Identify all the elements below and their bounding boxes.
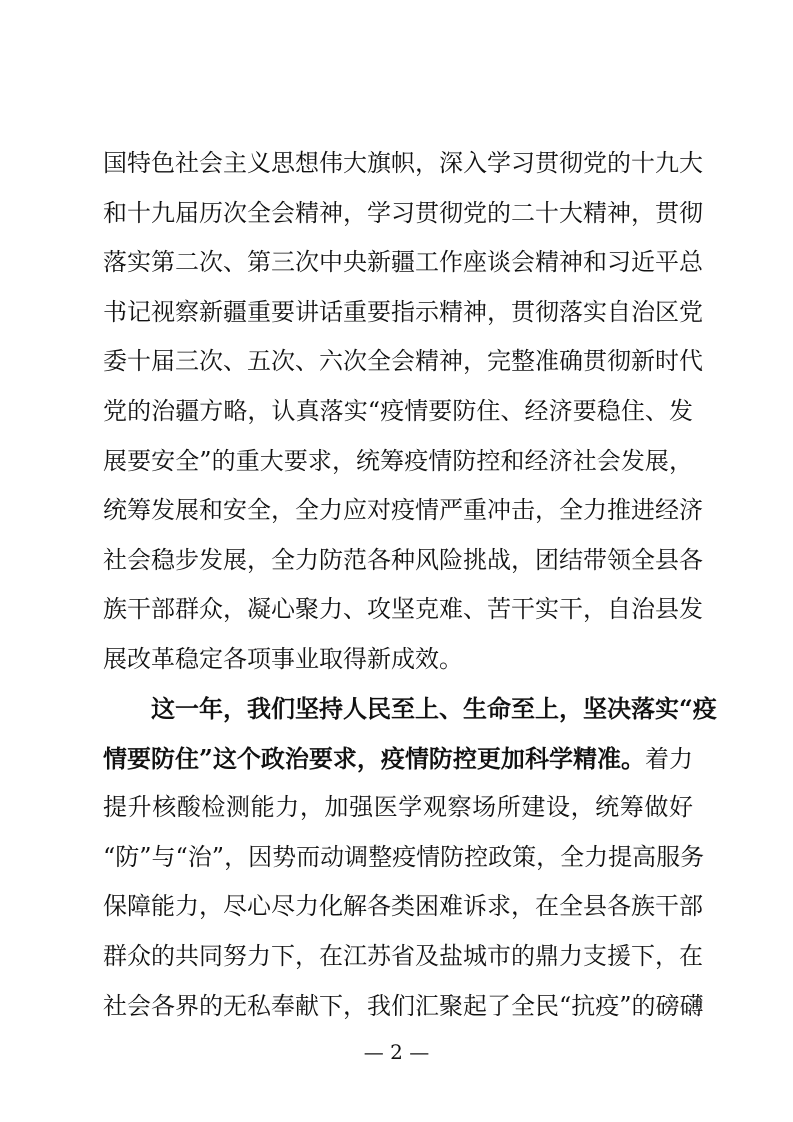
paragraph-line: 统筹发展和安全，全力应对疫情严重冲击，全力推进经济 [103, 496, 703, 525]
paragraph-line: 保障能力，尽心尽力化解各类困难诉求，在全县各族干部 [103, 892, 703, 921]
normal-text: 着力 [644, 744, 693, 773]
paragraph-line: 族干部群众，凝心聚力、攻坚克难、苦干实干，自治县发 [103, 595, 703, 624]
paragraph-line-mixed [103, 734, 693, 784]
paragraph-line: 展改革稳定各项事业取得新成效。 [103, 644, 463, 673]
paragraph-line: 社会各界的无私奉献下，我们汇聚起了全民“抗疫”的磅礴 [103, 991, 704, 1020]
paragraph-line: 党的治疆方略，认真落实“疫情要防住、经济要稳住、发 [103, 396, 693, 425]
paragraph-line: 委十届三次、五次、六次全会精神，完整准确贯彻新时代 [103, 347, 703, 376]
bold-lead-text: 情要防住”这个政治要求，疫情防控更加科学精准。 [103, 743, 645, 773]
paragraph-1 [103, 139, 703, 685]
paragraph-line: 社会稳步发展，全力防范各种风险挑战，团结带领全县各 [103, 545, 703, 574]
paragraph-line: 和十九届历次全会精神，学习贯彻党的二十大精神，贯彻 [103, 198, 703, 227]
paragraph-line: “防”与“治”，因势而动调整疫情防控政策，全力提高服务 [103, 842, 705, 871]
paragraph-line: 提升核酸检测能力，加强医学观察场所建设，统筹做好 [103, 793, 693, 822]
paragraph-line: 落实第二次、第三次中央新疆工作座谈会精神和习近平总 [103, 248, 703, 277]
paragraph-line: 国特色社会主义思想伟大旗帜，深入学习贯彻党的十九大 [103, 149, 703, 177]
paragraph-line: 书记视察新疆重要讲话重要指示精神，贯彻落实自治区党 [103, 297, 703, 326]
paragraph-line: 展要安全”的重大要求，统筹疫情防控和经济社会发展， [103, 446, 693, 475]
page-number: — 2 — [363, 1040, 430, 1064]
paragraph-2 [103, 684, 717, 1031]
paragraph-line: 群众的共同努力下，在江苏省及盐城市的鼎力支援下，在 [103, 941, 703, 970]
paragraph-line-bold: 这一年，我们坚持人民至上、生命至上，坚决落实“疫 [151, 694, 717, 723]
